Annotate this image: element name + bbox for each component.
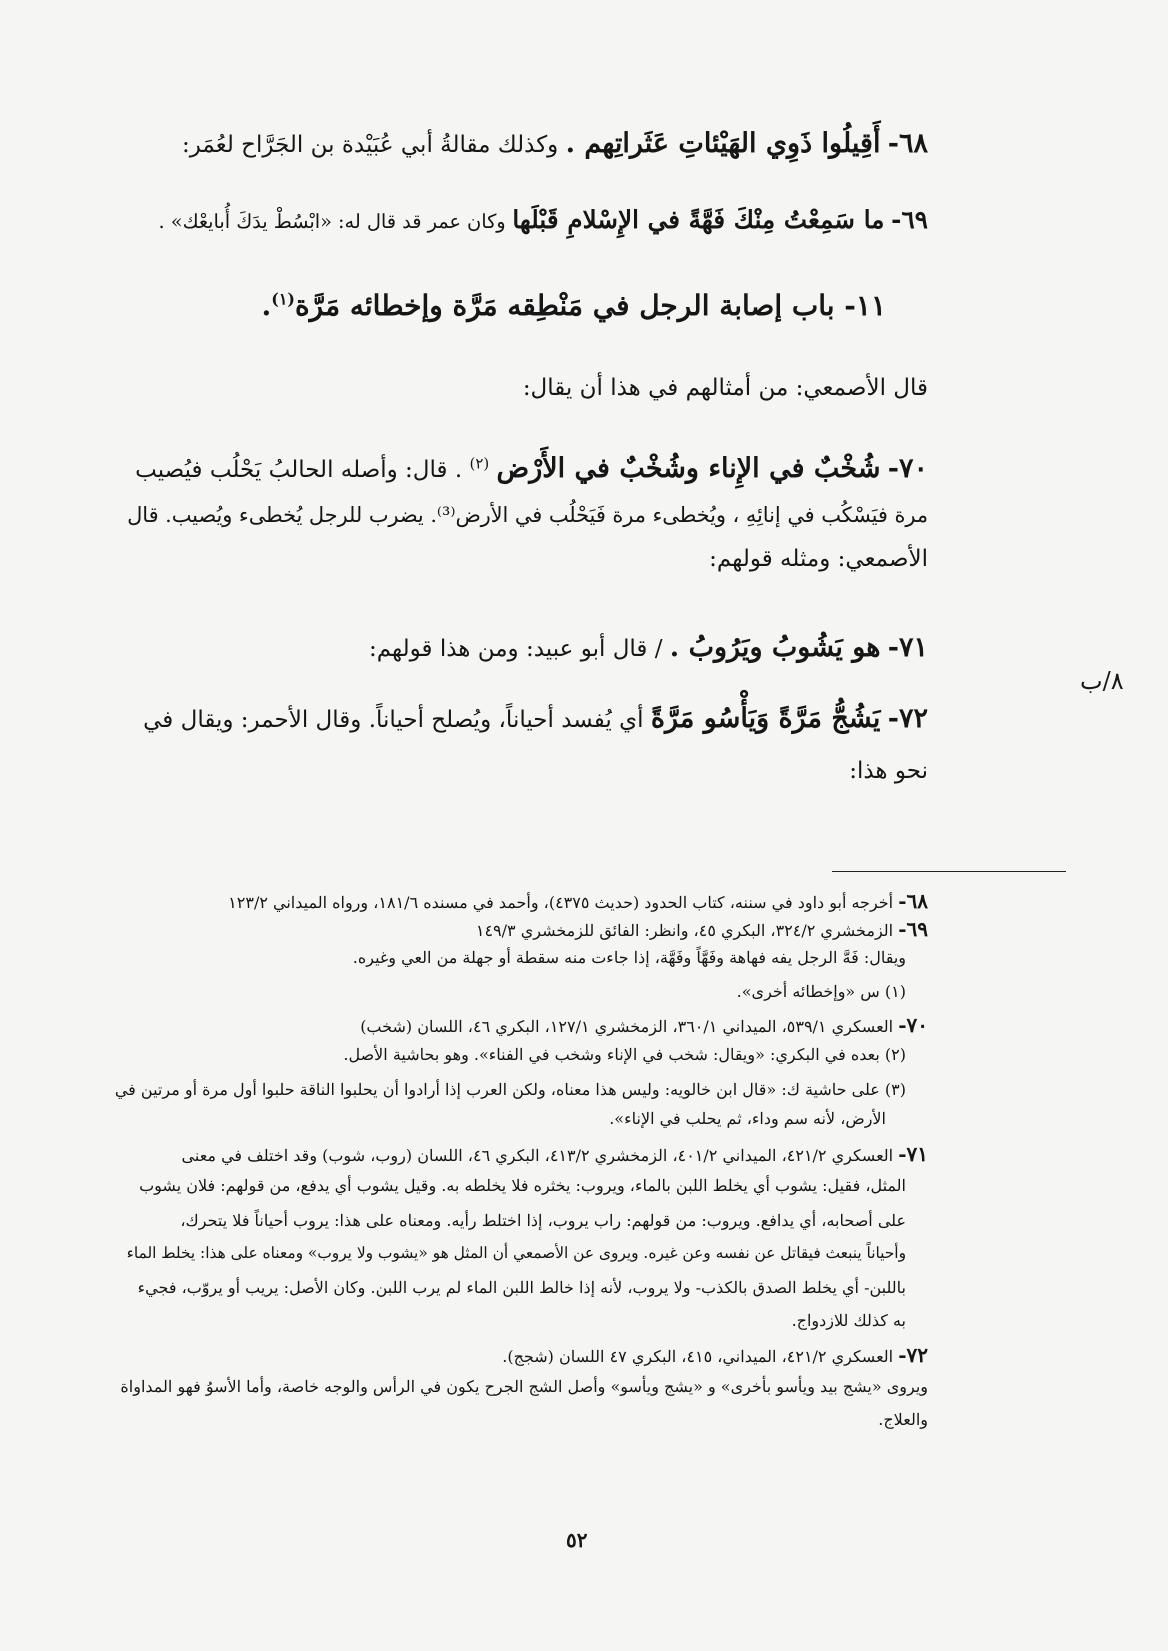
footnote-72-line-3: والعلاج.	[878, 1410, 928, 1429]
entry-70-proverb: شُخْبٌ في الإِناء وشُخْبٌ في الأَرْض	[496, 453, 881, 484]
entry-72-text: أي يُفسد أحياناً، ويُصلح أحياناً. وقال الأحمر: ويقال في	[143, 707, 644, 733]
footnote-69-number: ٦٩-	[898, 917, 928, 941]
entry-69	[159, 205, 929, 234]
footnote-70-text: العسكري ٥٣٩/١، الميداني ٣٦٠/١، الزمخشري ١٢٧/١، البكري ٤٦، اللسان (شخب)	[360, 1017, 894, 1036]
entry-68	[182, 128, 928, 159]
entry-71	[369, 632, 928, 663]
section-heading	[262, 289, 887, 322]
note-2: (٢) بعده في البكري: «ويقال: شخب في الإناء وشخب في الفناء». وهو بحاشية الأصل.	[343, 1045, 906, 1064]
footnote-71-line-5: باللبن- أي يخلط الصدق بالكذب- ولا يروب، لأنه إذا خالط اللبن الماء لم يرب اللبن. وكان الأصل: يريب أو يروّب، فجيء	[137, 1278, 906, 1297]
entry-71-number: ٧١-	[887, 632, 928, 663]
page-number: ٥٢	[566, 1528, 588, 1552]
entry-70-text: . قال: وأصله الحالبُ يَحْلُب فيُصيب	[135, 457, 463, 483]
footnote-72-number: ٧٢-	[898, 1343, 928, 1367]
entry-68-number: ٦٨-	[887, 128, 928, 159]
entry-70-line-2: مرة فيَسْكُب في إنائِهِ ، ويُخطىء مرة فَيَحْلُب في الأرض⁽³⁾. يضرب للرجل يُخطىء ويُصيب. قال	[127, 503, 928, 527]
entry-69-number: ٦٩-	[891, 205, 928, 234]
entry-70-line-3: الأصمعي: ومثله قولهم:	[709, 546, 928, 572]
footnote-separator	[832, 871, 1066, 872]
entry-68-text: وكذلك مقالةُ أبي عُبَيْدة بن الجَرَّاح لعُمَر:	[181, 132, 559, 158]
entry-70-number: ٧٠-	[887, 453, 928, 484]
entry-70-note: (٢)	[469, 454, 490, 473]
entry-72-line-2: نحو هذا:	[849, 758, 928, 784]
entry-72-proverb: يَشُجُّ مَرَّةً وَيَأْسُو مَرَّةً	[650, 703, 881, 734]
note-3-line-1: (٣) على حاشية ك: «قال ابن خالويه: وليس هذا معناه، ولكن العرب إذا أرادوا أن يحلبوا الناقة حلبوا أول مرة أو مرتين في	[114, 1080, 906, 1099]
footnote-72-line-2: ويروى «يشج بيد ويأسو بأخرى» و «يشج ويأسو» وأصل الشج الجرح يكون في الرأس والوجه خاصة، وأما الأسوُ فهو المداواة	[120, 1377, 928, 1396]
entry-72-line-1	[143, 703, 928, 734]
entry-69-proverb: ما سَمِعْتُ مِنْكَ فَهَّةً في الإِسْلامِ قَبْلَها	[512, 205, 885, 234]
entry-69-text: وكان عمر قد قال له: «ابْسُطْ يدَكَ أُبايعْك» .	[158, 210, 506, 233]
footnote-68	[228, 889, 928, 913]
note-1: (١) س «وإخطائه أخرى».	[736, 982, 906, 1001]
margin-folio-note: ٨/ب	[1080, 667, 1124, 695]
footnote-71-line-3: على أصحابه، أي يدافع. ويروب: من قولهم: راب يروب، إذا اختلط رأيه. ومعناه على هذا: يروب أحياناً فلا يتحرك،	[180, 1211, 906, 1230]
note-3-line-2: الأرض، لأنه سم وداء، ثم يحلب في الإناء».	[609, 1109, 886, 1128]
footnote-71-line-6: به كذلك للازدواج.	[791, 1311, 906, 1330]
footnote-68-text: أخرجه أبو داود في سننه، كتاب الحدود (حديث ٤٣٧٥)، وأحمد في مسنده ١٨١/٦، ورواه الميداني ١٢٣/٢	[228, 893, 894, 912]
footnote-71-text: العسكري ٤٢١/٢، الميداني ٤٠١/٢، الزمخشري ٤١٣/٢، البكري ٤٦، اللسان (روب، شوب) وقد اختلف في معنى	[181, 1146, 894, 1165]
footnote-69-text: الزمخشري ٣٢٤/٢، البكري ٤٥، وانظر: الفائق للزمخشري ١٤٩/٣	[475, 921, 894, 940]
section-heading-note: (١)	[271, 289, 295, 309]
entry-70-line-1	[135, 453, 928, 484]
footnote-69	[476, 917, 928, 941]
footnote-71-line-2: المثل، فقيل: يشوب أي يخلط اللبن بالماء، ويروب: يخثره فلا يخلطه به. وقيل يشوب أي يدفع، من قولهم: فلان يشوب	[139, 1176, 906, 1195]
footnote-69-gloss: ويقال: فَهَّ الرجل يفه فهاهة وفَهَّاً وفَهَّة، إذا جاءت منه سقطة أو جهلة من العي وغيره.	[352, 948, 906, 967]
footnote-71-number: ٧١-	[898, 1142, 928, 1166]
footnote-71-line-4: وأحياناً ينبعث فيقاتل عن نفسه وعن غيره. ويروى عن الأصمعي أن المثل هو «يشوب ولا يروب» ومعناه على هذا: يخلط الماء	[126, 1244, 906, 1262]
intro-line: قال الأصمعي: من أمثالهم في هذا أن يقال:	[522, 375, 928, 401]
footnote-72-text: العسكري ٤٢١/٢، الميداني، ٤١٥، البكري ٤٧ اللسان (شجج).	[502, 1347, 894, 1366]
section-heading-end: .	[261, 289, 272, 322]
entry-71-proverb: هو يَشُوبُ ويَرُوبُ .	[669, 632, 881, 663]
footnote-68-number: ٦٨-	[898, 889, 928, 913]
footnote-70-number: ٧٠-	[898, 1013, 928, 1037]
entry-71-text: / قال أبو عبيد: ومن هذا قولهم:	[368, 636, 663, 662]
section-heading-title: ١١- باب إصابة الرجل في مَنْطِقه مَرَّة وإخطائه مَرَّة	[295, 289, 886, 322]
footnote-72-line-1	[502, 1343, 928, 1367]
footnote-71-line-1	[182, 1142, 928, 1166]
entry-68-proverb: أَقِيلُوا ذَوِي الهَيْئاتِ عَثَراتِهم .	[565, 128, 881, 159]
entry-72-number: ٧٢-	[887, 703, 928, 734]
footnote-70	[360, 1013, 928, 1037]
